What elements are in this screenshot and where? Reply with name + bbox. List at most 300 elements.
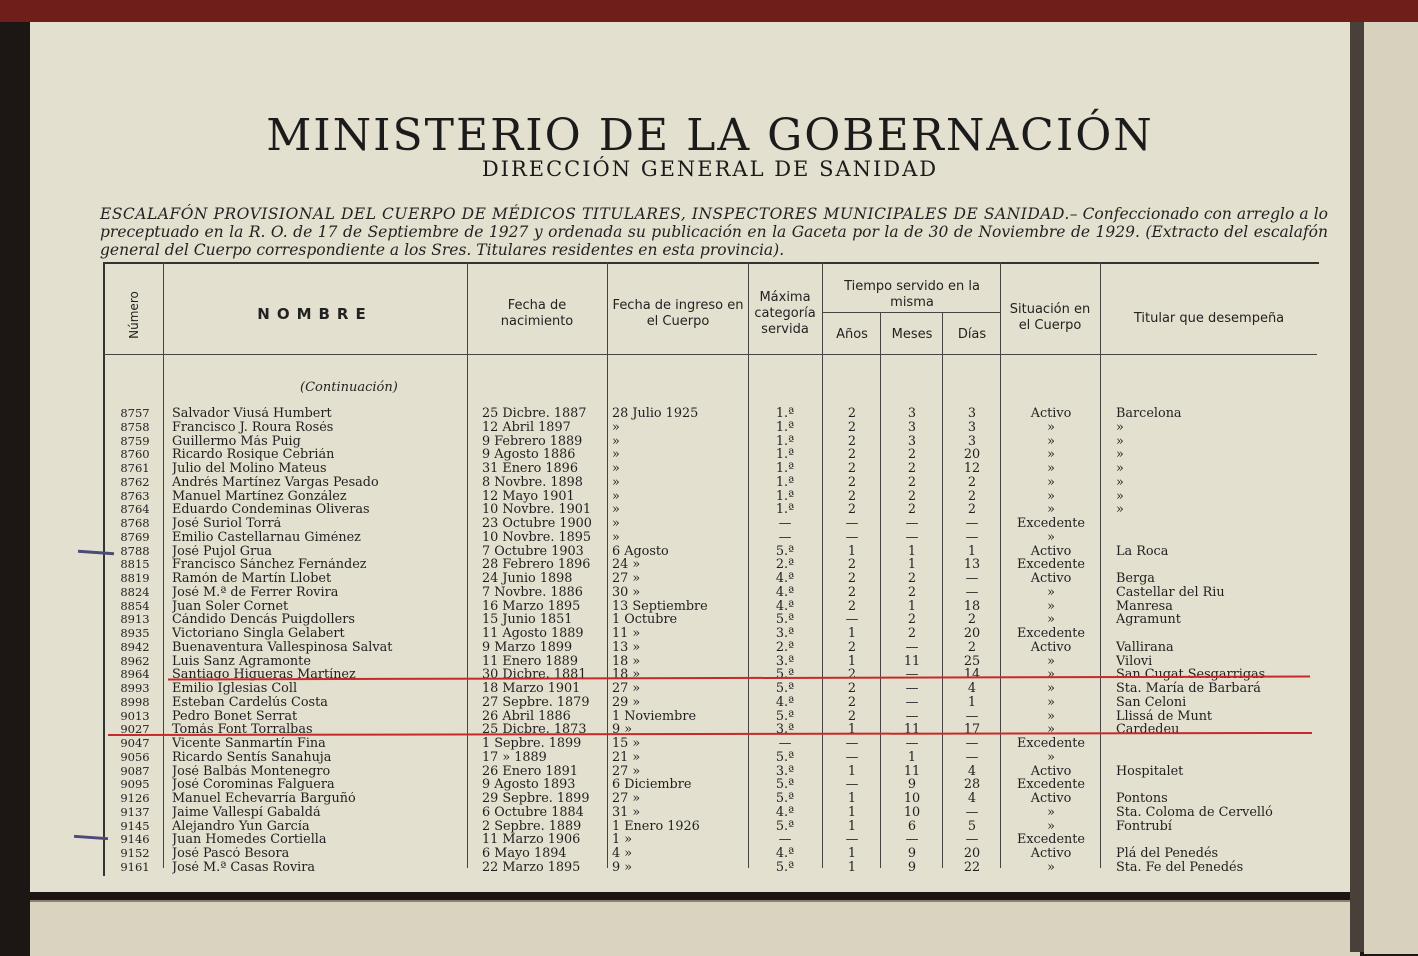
cell-nombre: Jaime Vallespí Gabaldá — [172, 805, 321, 820]
cell-fecha-nacimiento: 6 Mayo 1894 — [482, 846, 567, 861]
continuation-label: (Continuación) — [300, 380, 398, 395]
cell-dias: 1 — [967, 543, 977, 559]
cell-meses: 2 — [907, 447, 917, 463]
cell-anos: 2 — [847, 584, 857, 600]
cell-categoria: 4.ª — [775, 584, 795, 600]
cell-anos: 2 — [847, 694, 857, 710]
cell-nombre: Andrés Martínez Vargas Pesado — [172, 475, 379, 490]
cell-situacion: Activo — [1030, 406, 1072, 421]
header-titular: Titular que desempeña — [1133, 311, 1285, 326]
cell-dias: 22 — [963, 859, 981, 875]
cell-categoria: 1.ª — [775, 461, 795, 476]
cell-fecha-nacimiento: 26 Abril 1886 — [482, 708, 571, 724]
cell-nombre: José Pascó Besora — [172, 847, 290, 861]
cell-anos: 1 — [847, 804, 857, 820]
cell-nombre: José M.ª Casas Rovira — [172, 860, 316, 875]
cell-anos: 2 — [847, 461, 857, 476]
cell-fecha-nacimiento: 27 Sepbre. 1879 — [482, 694, 590, 710]
cell-meses: 10 — [903, 791, 921, 806]
cell-nombre: Tomás Font Torralbas — [172, 723, 313, 738]
cell-meses: — — [905, 681, 919, 696]
header-situacion: Situación en el Cuerpo — [1009, 302, 1091, 333]
table-row — [0, 655, 1418, 669]
cell-categoria: 4.ª — [775, 598, 795, 614]
cell-dias: 3 — [967, 433, 977, 449]
cell-nombre: José Corominas Falguera — [172, 778, 335, 793]
cell-nombre: Esteban Cardelús Costa — [172, 695, 328, 710]
cell-nombre: Cándido Dencás Puigdollers — [172, 613, 355, 628]
cell-anos: 1 — [847, 543, 857, 559]
cell-categoria: 5.ª — [775, 681, 795, 696]
cell-situacion: » — [1047, 804, 1055, 820]
cell-dias: — — [965, 529, 979, 545]
cell-categoria: 1.ª — [775, 474, 795, 490]
cell-anos: 2 — [847, 681, 857, 696]
cell-situacion: » — [1047, 612, 1055, 628]
header-nombre: NOMBRE — [257, 305, 373, 323]
cell-fecha-nacimiento: 15 Junio 1851 — [482, 612, 573, 628]
cell-titular: » — [1116, 502, 1124, 518]
cell-fecha-ingreso: 9 » — [612, 722, 633, 738]
table-row — [0, 641, 1418, 655]
cell-fecha-ingreso: 27 » — [612, 791, 641, 806]
cell-situacion: Excedente — [1016, 777, 1086, 793]
cell-dias: 28 — [963, 777, 981, 793]
cell-categoria: — — [778, 529, 792, 545]
cell-dias: — — [965, 708, 979, 724]
cell-situacion: » — [1047, 474, 1055, 490]
cell-dias: 20 — [963, 846, 981, 861]
cell-meses: — — [905, 832, 919, 848]
cell-dias: — — [965, 571, 979, 586]
cell-dias: 3 — [967, 406, 977, 421]
cell-titular: Pontons — [1116, 791, 1168, 806]
cell-situacion: Activo — [1030, 639, 1072, 655]
cell-fecha-ingreso: » — [612, 488, 620, 504]
cell-fecha-ingreso: 4 » — [612, 846, 633, 861]
header-meses: Meses — [891, 327, 933, 342]
intro-paragraph — [100, 205, 1328, 259]
cell-dias: 4 — [967, 681, 977, 696]
table-row — [0, 751, 1418, 765]
cell-titular: San Celoni — [1116, 694, 1187, 710]
cell-fecha-nacimiento: 23 Octubre 1900 — [482, 516, 592, 531]
cell-fecha-ingreso: 30 » — [612, 584, 641, 600]
cell-fecha-ingreso: » — [612, 461, 620, 476]
cell-fecha-nacimiento: 24 Junio 1898 — [482, 571, 573, 586]
cell-situacion: Excedente — [1016, 832, 1086, 848]
cell-categoria: 4.ª — [775, 571, 795, 586]
cell-fecha-ingreso: 27 » — [612, 571, 641, 586]
cell-fecha-nacimiento: 10 Novbre. 1895 — [482, 529, 592, 545]
cell-fecha-nacimiento: 12 Mayo 1901 — [482, 488, 575, 504]
cell-fecha-nacimiento: 9 Febrero 1889 — [482, 433, 583, 449]
cell-nombre: Vicente Sanmartín Fina — [172, 737, 326, 751]
cell-nombre: Eduardo Condeminas Oliveras — [172, 503, 370, 518]
cell-fecha-ingreso: » — [612, 474, 620, 490]
cell-meses: 2 — [907, 584, 917, 600]
cell-situacion: Activo — [1030, 791, 1072, 806]
cell-fecha-nacimiento: 25 Dicbre. 1873 — [482, 722, 587, 738]
cell-titular: Sta. Fe del Penedés — [1116, 859, 1244, 875]
cell-anos: 1 — [847, 859, 857, 875]
cell-meses: 9 — [907, 859, 917, 875]
cell-fecha-ingreso: 27 » — [612, 681, 641, 696]
cell-fecha-ingreso: » — [612, 433, 620, 449]
cell-dias: — — [965, 804, 979, 820]
cell-fecha-nacimiento: 22 Marzo 1895 — [482, 859, 581, 875]
cell-nombre: Alejandro Yun García — [172, 819, 310, 834]
cell-fecha-ingreso: 27 » — [612, 763, 641, 779]
table-row — [0, 586, 1418, 600]
header-rule — [822, 312, 1000, 313]
table-row — [0, 847, 1418, 861]
cell-numero: 9137 — [120, 804, 150, 819]
cell-numero: 8854 — [120, 598, 150, 613]
table-row — [0, 710, 1418, 724]
cell-numero: 8819 — [120, 571, 150, 585]
cell-fecha-nacimiento: 9 Agosto 1893 — [482, 777, 576, 793]
cell-anos: 1 — [847, 791, 857, 806]
cell-nombre: Buenaventura Vallespinosa Salvat — [172, 640, 393, 655]
cell-nombre: José M.ª de Ferrer Rovira — [172, 585, 339, 600]
cell-situacion: » — [1047, 681, 1055, 696]
table-row — [0, 517, 1418, 531]
cell-categoria: 5.ª — [775, 791, 795, 806]
cell-nombre: Manuel Echevarría Barguñó — [172, 792, 356, 806]
cell-categoria: 3.ª — [775, 653, 795, 669]
table-row — [0, 503, 1418, 517]
cell-nombre: Emilio Iglesias Coll — [172, 682, 298, 696]
table-row — [0, 833, 1418, 847]
cell-numero: 9145 — [120, 818, 150, 833]
cell-situacion: » — [1047, 694, 1055, 710]
cell-nombre: Luis Sanz Agramonte — [172, 654, 311, 669]
cell-categoria: 5.ª — [775, 777, 795, 793]
cell-dias: 2 — [967, 474, 977, 490]
cell-situacion: » — [1047, 708, 1055, 724]
cell-anos: 2 — [847, 571, 857, 586]
cell-titular: » — [1116, 419, 1124, 435]
cell-situacion: » — [1047, 419, 1055, 435]
cell-dias: 4 — [967, 791, 977, 806]
cell-anos: 2 — [847, 557, 857, 573]
cell-titular: Cardedeu — [1116, 722, 1180, 738]
cell-titular: » — [1116, 447, 1124, 463]
cell-numero: 9152 — [120, 846, 150, 860]
page-title: MINISTERIO DE LA GOBERNACIÓN — [266, 110, 1154, 161]
cell-dias: — — [965, 516, 979, 531]
cell-dias: 20 — [963, 626, 981, 641]
cell-numero: 9126 — [120, 791, 150, 805]
cell-fecha-nacimiento: 25 Dicbre. 1887 — [482, 406, 587, 421]
cell-numero: 9056 — [120, 749, 150, 764]
cell-fecha-ingreso: » — [612, 447, 620, 463]
cell-titular: Barcelona — [1116, 406, 1182, 421]
cell-dias: 2 — [967, 488, 977, 504]
cell-fecha-ingreso: » — [612, 529, 620, 545]
cell-numero: 8942 — [120, 639, 150, 654]
cell-fecha-ingreso: 13 » — [612, 639, 641, 655]
table-row — [0, 627, 1418, 641]
cell-nombre: Francisco Sánchez Fernández — [172, 558, 367, 573]
cell-situacion: Activo — [1030, 571, 1072, 586]
cell-dias: — — [965, 749, 979, 765]
cell-situacion: Excedente — [1016, 736, 1086, 751]
cell-categoria: 5.ª — [775, 749, 795, 765]
cell-meses: 1 — [907, 557, 917, 573]
cell-anos: 2 — [847, 447, 857, 463]
cell-numero: 8993 — [120, 681, 150, 695]
cell-categoria: 4.ª — [775, 694, 795, 710]
cell-fecha-ingreso: 1 Octubre — [612, 612, 678, 628]
cell-categoria: 1.ª — [775, 419, 795, 435]
table-row — [0, 572, 1418, 586]
cell-anos: 1 — [847, 653, 857, 669]
cell-nombre: Guillermo Más Puig — [172, 434, 301, 449]
cell-nombre: Juan Soler Cornet — [172, 599, 289, 614]
table-row — [0, 448, 1418, 462]
cell-categoria: 1.ª — [775, 433, 795, 449]
cell-fecha-nacimiento: 16 Marzo 1895 — [482, 598, 581, 614]
cell-categoria: 4.ª — [775, 804, 795, 820]
cell-situacion: » — [1047, 584, 1055, 600]
cell-nombre: Ricardo Rosique Cebrián — [172, 448, 335, 463]
cell-meses: 3 — [907, 433, 917, 449]
cell-titular: Hospitalet — [1116, 763, 1184, 779]
cell-meses: — — [905, 736, 919, 751]
cell-dias: 18 — [963, 598, 981, 614]
cell-numero: 9095 — [120, 777, 150, 792]
cell-categoria: — — [778, 736, 792, 751]
cell-dias: 2 — [967, 502, 977, 518]
cell-titular: » — [1116, 461, 1124, 476]
cell-categoria: 2.ª — [775, 639, 795, 655]
cell-situacion: » — [1047, 447, 1055, 463]
cell-numero: 8768 — [120, 516, 150, 530]
cell-fecha-nacimiento: 7 Octubre 1903 — [482, 543, 584, 559]
cell-categoria: — — [778, 516, 792, 531]
cell-dias: 14 — [963, 667, 981, 683]
cell-dias: 17 — [963, 722, 981, 738]
cell-situacion: » — [1047, 722, 1055, 738]
cell-anos: 2 — [847, 667, 857, 683]
header-fecha-nacimiento: Fecha de nacimiento — [500, 298, 574, 329]
table-row — [0, 407, 1418, 421]
cell-situacion: » — [1047, 818, 1055, 834]
cell-categoria: 5.ª — [775, 859, 795, 875]
cell-dias: 3 — [967, 419, 977, 435]
cell-categoria: 1.ª — [775, 406, 795, 421]
cell-fecha-nacimiento: 17 » 1889 — [482, 749, 547, 765]
cell-fecha-ingreso: 1 » — [612, 832, 633, 848]
cell-titular: » — [1116, 474, 1124, 490]
cell-anos: — — [845, 736, 859, 751]
table-row — [0, 806, 1418, 820]
cell-fecha-nacimiento: 31 Enero 1896 — [482, 461, 578, 476]
cell-numero: 8763 — [120, 488, 150, 503]
cell-fecha-ingreso: 18 » — [612, 667, 641, 683]
cell-categoria: 2.ª — [775, 557, 795, 573]
header-numero: Número — [127, 291, 141, 339]
cell-categoria: 3.ª — [775, 626, 795, 641]
cell-anos: — — [845, 749, 859, 765]
cell-anos: 2 — [847, 502, 857, 518]
cell-categoria: 1.ª — [775, 447, 795, 463]
cell-titular: Sta. María de Barbará — [1116, 681, 1261, 696]
table-row — [0, 435, 1418, 449]
cell-meses: 10 — [903, 804, 921, 820]
cell-titular: San Cugat Sesgarrigas — [1116, 667, 1266, 683]
cell-nombre: Julio del Molino Mateus — [172, 462, 327, 476]
cell-fecha-nacimiento: 1 Sepbre. 1899 — [482, 736, 582, 751]
table-row — [0, 682, 1418, 696]
cell-situacion: Activo — [1030, 543, 1072, 559]
cell-categoria: 5.ª — [775, 667, 795, 683]
cell-fecha-ingreso: 29 » — [612, 694, 641, 710]
cell-numero: 8762 — [120, 474, 150, 489]
table-row — [0, 490, 1418, 504]
header-tiempo-servido: Tiempo servido en la misma — [844, 279, 980, 310]
cell-numero: 8764 — [120, 502, 150, 517]
cell-meses: 9 — [907, 777, 917, 793]
cell-nombre: Salvador Viusá Humbert — [172, 407, 332, 421]
cell-dias: 25 — [963, 653, 981, 669]
cell-nombre: Pedro Bonet Serrat — [172, 709, 298, 724]
cell-situacion: Excedente — [1016, 516, 1086, 531]
cell-meses: 3 — [907, 406, 917, 421]
cell-meses: 3 — [907, 419, 917, 435]
cell-situacion: » — [1047, 667, 1055, 683]
cell-numero: 8759 — [120, 433, 150, 448]
cell-meses: 1 — [907, 543, 917, 559]
cell-titular: Llissá de Munt — [1116, 708, 1213, 724]
cell-anos: — — [845, 832, 859, 848]
cell-fecha-nacimiento: 26 Enero 1891 — [482, 763, 578, 779]
cell-numero: 8962 — [120, 653, 150, 668]
cell-numero: 8913 — [120, 612, 150, 627]
cell-anos: 1 — [847, 846, 857, 861]
cell-fecha-nacimiento: 30 Dicbre. 1881 — [482, 667, 587, 683]
cell-titular: Berga — [1116, 571, 1155, 586]
cell-titular: Plá del Penedés — [1116, 846, 1219, 861]
cell-nombre: Emilio Castellarnau Giménez — [172, 530, 361, 545]
cell-anos: — — [845, 612, 859, 628]
table-row — [0, 600, 1418, 614]
table-row — [0, 531, 1418, 545]
cell-nombre: José Balbás Montenegro — [172, 764, 331, 779]
cell-titular: Manresa — [1116, 598, 1173, 614]
cell-categoria: 5.ª — [775, 818, 795, 834]
cell-meses: 6 — [907, 818, 917, 834]
cell-anos: 1 — [847, 818, 857, 834]
cell-fecha-nacimiento: 2 Sepbre. 1889 — [482, 818, 582, 834]
table-row — [0, 820, 1418, 834]
cell-anos: — — [845, 777, 859, 793]
cell-numero: 8760 — [120, 447, 150, 462]
cell-titular: Castellar del Riu — [1116, 584, 1225, 600]
cell-meses: 11 — [903, 722, 921, 738]
cell-fecha-ingreso: 1 Enero 1926 — [612, 818, 700, 834]
cell-fecha-nacimiento: 10 Novbre. 1901 — [482, 502, 592, 518]
cell-numero: 9087 — [120, 763, 150, 778]
cell-anos: 2 — [847, 433, 857, 449]
cell-fecha-nacimiento: 6 Octubre 1884 — [482, 804, 584, 820]
cell-fecha-ingreso: » — [612, 502, 620, 518]
cell-anos: 2 — [847, 419, 857, 435]
header-anos: Años — [836, 327, 868, 342]
cell-fecha-ingreso: 13 Septiembre — [612, 598, 708, 614]
intro-body: – Confeccionado con arreglo a lo preceptuado en la R. O. de 17 de Septiembre de 1927 y ordenada su publicación en la Gaceta por la de 30 de Noviembre de 1929. (Extracto del escalafón general del Cuerpo correspondiente a los Sres. Titulares residentes en esta provincia). — [100, 205, 1328, 259]
cell-numero: 8758 — [120, 419, 150, 434]
cell-categoria: 1.ª — [775, 488, 795, 504]
cell-titular: Vallirana — [1116, 639, 1174, 655]
cell-numero: 9027 — [120, 722, 150, 737]
cell-fecha-nacimiento: 18 Marzo 1901 — [482, 681, 581, 696]
cell-dias: 1 — [967, 694, 977, 710]
cell-numero: 8935 — [120, 626, 150, 640]
cell-meses: — — [905, 529, 919, 545]
table-row — [0, 558, 1418, 572]
cell-meses: 2 — [907, 571, 917, 586]
cell-numero: 8815 — [120, 557, 150, 572]
cell-dias: 2 — [967, 612, 977, 628]
cell-nombre: Ramón de Martín Llobet — [172, 572, 332, 586]
cell-fecha-nacimiento: 9 Agosto 1886 — [482, 447, 576, 463]
cell-anos: 2 — [847, 406, 857, 421]
cell-fecha-ingreso: » — [612, 419, 620, 435]
header-maxima-categoria: Máxima categoría servida — [754, 290, 816, 337]
cell-numero: 8788 — [120, 543, 150, 558]
cell-fecha-nacimiento: 11 Enero 1889 — [482, 653, 578, 669]
cell-meses: 2 — [907, 474, 917, 490]
cell-fecha-nacimiento: 12 Abril 1897 — [482, 419, 571, 435]
cell-fecha-nacimiento: 11 Marzo 1906 — [482, 832, 581, 848]
next-page-edge — [30, 900, 1360, 956]
cell-categoria: 1.ª — [775, 502, 795, 518]
cell-anos: 1 — [847, 722, 857, 738]
cell-anos: 1 — [847, 626, 857, 641]
cell-titular: » — [1116, 488, 1124, 504]
cell-situacion: » — [1047, 502, 1055, 518]
cell-meses: — — [905, 694, 919, 710]
cell-fecha-ingreso: 6 Diciembre — [612, 777, 692, 793]
cell-categoria: 4.ª — [775, 846, 795, 861]
cell-dias: 5 — [967, 818, 977, 834]
cell-fecha-ingreso: » — [612, 516, 620, 531]
cell-fecha-ingreso: 15 » — [612, 736, 641, 751]
cell-meses: — — [905, 639, 919, 655]
table-row — [0, 462, 1418, 476]
header-dias: Días — [957, 327, 987, 342]
cell-fecha-nacimiento: 11 Agosto 1889 — [482, 626, 584, 641]
cell-numero: 8964 — [120, 667, 150, 682]
cell-fecha-nacimiento: 29 Sepbre. 1899 — [482, 791, 590, 806]
table-row — [0, 861, 1418, 875]
table-row — [0, 778, 1418, 792]
table-row — [0, 765, 1418, 779]
cell-nombre: Ricardo Sentís Sanahuja — [172, 750, 332, 765]
cell-categoria: 5.ª — [775, 612, 795, 628]
cell-fecha-ingreso: 21 » — [612, 749, 641, 765]
cell-numero: 9146 — [120, 832, 150, 847]
cell-fecha-ingreso: 9 » — [612, 859, 633, 875]
cell-situacion: Activo — [1030, 763, 1072, 779]
cell-meses: — — [905, 516, 919, 531]
cell-numero: 8761 — [120, 461, 150, 475]
cell-meses: 11 — [903, 763, 921, 779]
cell-fecha-nacimiento: 7 Novbre. 1886 — [482, 584, 583, 600]
